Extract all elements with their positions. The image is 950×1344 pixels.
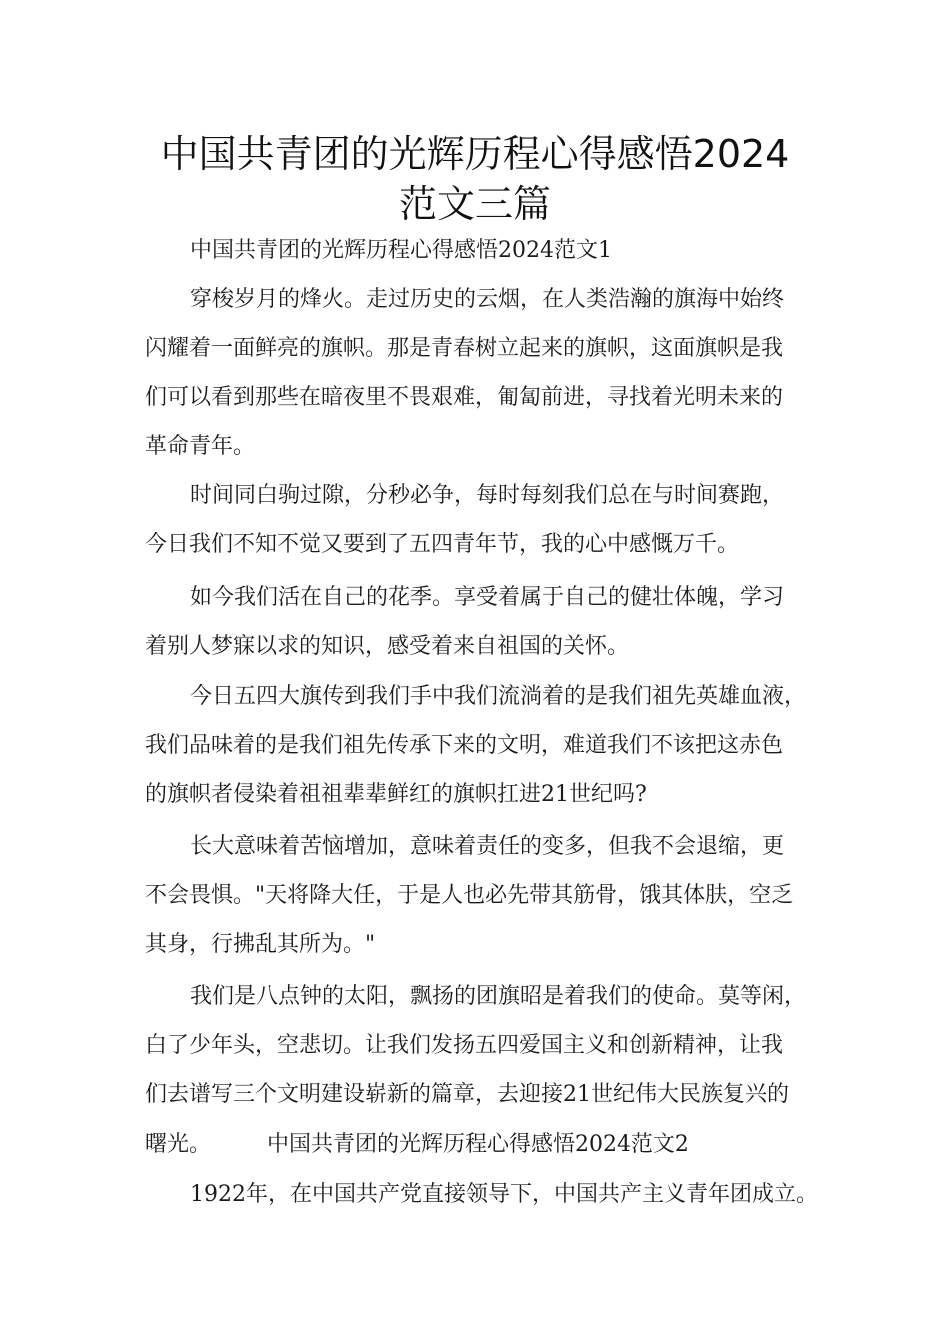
paragraph-line: 穿梭岁月的烽火。走过历史的云烟，在人类浩瀚的旗海中始终 [190,287,785,312]
section-heading-1: 中国共青团的光辉历程心得感悟2024范文1 [190,238,612,263]
paragraph-line: 如今我们活在自己的花季。享受着属于自己的健壮体魄，学习 [190,585,785,610]
document-title-line-2: 范文三篇 [398,182,551,226]
paragraph-line: 长大意味着苦恼增加，意味着责任的变多，但我不会退缩，更 [190,834,785,859]
paragraph-line: 不会畏惧。"天将降大任，于是人也必先带其筋骨，饿其体肤，空乏 [145,883,794,908]
paragraph-line: 闪耀着一面鲜亮的旗帜。那是青春树立起来的旗帜，这面旗帜是我 [145,336,784,361]
paragraph-line: 的旗帜者侵染着祖祖辈辈鲜红的旗帜扛进21世纪吗? [145,782,647,807]
paragraph-line: 着别人梦寐以求的知识，感受着来自祖国的关怀。 [145,634,630,659]
paragraph-line: 革命青年。 [145,434,256,459]
paragraph-line: 1922年，在中国共产党直接领导下，中国共产主义青年团成立。 [190,1182,818,1207]
paragraph-line: 们可以看到那些在暗夜里不畏艰难，匍匐前进，寻找着光明未来的 [145,385,784,410]
paragraph-line: 们去谱写三个文明建设崭新的篇章，去迎接21世纪伟大民族复兴的 [145,1082,789,1107]
paragraph-line: 其身，行拂乱其所为。" [145,932,376,957]
paragraph-line: 白了少年头，空悲切。让我们发扬五四爱国主义和创新精神，让我 [145,1033,784,1058]
paragraph-line: 我们是八点钟的太阳，飘扬的团旗昭是着我们的使命。莫等闲， [190,984,807,1009]
paragraph-line: 今日我们不知不觉又要到了五四青年节，我的心中感慨万千。 [145,532,740,557]
paragraph-line: 时间同白驹过隙，分秒必争，每时每刻我们总在与时间赛跑， [190,483,785,508]
paragraph-line: 我们品味着的是我们祖先传承下来的文明，难道我们不该把这赤色 [145,733,784,758]
paragraph-line: 今日五四大旗传到我们手中我们流淌着的是我们祖先英雄血液， [190,684,807,709]
paragraph-line: 曙光。 中国共青团的光辉历程心得感悟2024范文2 [145,1132,689,1157]
document-title-line-1: 中国共青团的光辉历程心得感悟2024 [160,132,790,176]
